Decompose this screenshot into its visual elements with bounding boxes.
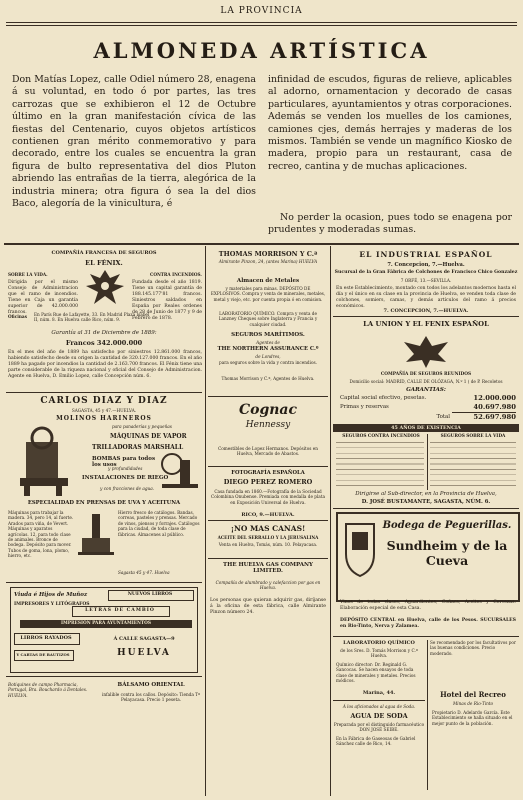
bodega-brand: Bodega de Peguerillas.: [382, 520, 512, 531]
carlos-left-list: Máquinas para trabajar la madera. 34, pero 14, al fuerte. Arados para viña, de Vevert. Máquinas y aparatos agrícolas. 12, para todo clase de animales. Bronce de bodega. Depósito para mover. Tubos de goma, lona, plomo, hierro, etc.: [8, 510, 74, 559]
union-row-2-value: 40.697.980: [473, 403, 516, 411]
union-company: COMPAÑÍA DE SEGUROS REUNIDOS: [380, 372, 472, 377]
bodega-footer: DEPÓSITO CENTRAL en Huelva, calle de los Pesos. SUCURSALES en Rio-Tinto, Nerva y Zalamea.: [340, 618, 516, 629]
printer-sub4: IMPRESIÓN PARA AYUNTAMIENTOS: [20, 620, 192, 628]
printer-name: Viuda é Hijos de Muñoz: [14, 592, 88, 598]
union-left-text-block: [336, 442, 424, 486]
divider: [6, 676, 202, 677]
morrison-insurance: SEGUROS MARÍTIMOS.: [231, 332, 305, 338]
fenix-francs: Francos 342.000.000: [65, 339, 143, 347]
morrison-names: Thomas Morrison y C.ª, Agentes de Huelva.: [221, 376, 315, 381]
carlos-mills-sub: para panaderías y pequeñas: [112, 424, 172, 429]
union-right-text-block: [430, 442, 516, 486]
headline: ALMONEDA ARTÍSTICA: [93, 38, 430, 63]
espanol-address2: 7. CONCEPCION, 7.—HUELVA.: [383, 308, 469, 314]
photo-address: RICO, 9.—HUELVA.: [241, 512, 295, 518]
press-machine-icon: [78, 512, 114, 556]
union-domicile: Domicilio social: MADRID, CALLE DE OLÓZAGA, N.º 1 ( de P. Recoletos: [349, 379, 503, 384]
divider: [427, 640, 428, 790]
lead-left-column: Don Matías Lopez, calle Odiel número 28, enagena á su voluntad, en todo ó por partes, las tres carrozas que se exhibieron el 12 de Octubre último en la gran manifestación cívica de las fiestas del Centenario, cuyos objetos artísticos contienen gran mérito conmemorativo y para decorado, entre los cuales se encuentra la gran figura de bulto representativa del dios Pluton abriendo las entrañas de la tierra, alegórica de la industria minera; otra figura ó sea la del dios Baco, alegoría de la vinicultura, é: [12, 74, 256, 210]
divider: [208, 396, 328, 397]
morrison-name: THOMAS MORRISON Y C.ª: [218, 250, 318, 258]
masthead-rule-2: [6, 25, 517, 26]
morrison-company-city: de Londres,: [255, 354, 281, 359]
divider: [333, 636, 519, 637]
footer-left: Botiquines de campo Pharmacia, Portugal, Bra. Bouchardo á Dentales. HUELVA.: [8, 682, 88, 698]
carlos-address2: Sagasta 45 y 47. Huelva: [118, 570, 170, 575]
soda-title: AGUA DE SODA: [350, 712, 408, 720]
hotel-left-text: Se recomendado por los facultativos por las buenas condiciones. Precio moderado.: [430, 640, 516, 656]
printer-sub2: NUEVOS LIBROS: [127, 592, 173, 597]
union-row-1-label: Capital social efectivo, pesetas.: [340, 395, 427, 401]
fenix-offices: En París Rue de Lafayette, 33. En Madrid Plaza Isabel II, núm. 8. En Huelva calle Rico, núm. 9.: [34, 312, 150, 323]
carlos-irrigation: INSTALACIONES DE RIEGO: [82, 475, 169, 481]
cognac-sub: Hennessy: [245, 420, 291, 430]
union-row-2-label: Primas y reservas: [340, 404, 389, 410]
union-row-1-value: 12.000.000: [473, 394, 516, 402]
lab-sub: de los Sres. D. Tomás Morrison y C.ª Huelva.: [340, 648, 418, 659]
gas-title: THE HUELVA GAS COMPANY LIMITED.: [223, 562, 313, 574]
soda-body: En la Fábrica de Gaseosas de Gabriel Sánchez calle de Rico, 14.: [336, 736, 416, 747]
section-rule: [4, 243, 519, 245]
carlos-pumps-sub: y profundidades: [108, 466, 143, 471]
hotel-title: Hotel del Recreo: [440, 690, 506, 699]
union-title: LA UNION Y EL FENIX ESPAÑOL: [363, 320, 489, 328]
lab-address: Marina, 44.: [362, 690, 396, 696]
hotel-text: Propietario D. Adelardo García. Este Establecimiento se halla situado en el mejor punto de la población.: [432, 710, 513, 726]
fenix-life-text: Dirigida por el mismo Consejo de Administracion que el ramo de incendios. Tiene en Caja un garantía superior de 42.000.000 francos.: [8, 280, 78, 315]
fenix-company: COMPAÑÍA FRANCESA DE SEGUROS: [51, 250, 157, 256]
divider: [333, 508, 519, 509]
union-director: D. JOSÉ BUSTAMANTE, SAGASTA, NÚM. 6.: [361, 499, 491, 505]
bodega-body: Vinos de todas clases, Aguardientes, Coñacs, Aceites y Cervezas. Elaboración especial de esta Casa.: [340, 600, 516, 611]
divider: [333, 316, 519, 317]
fenix-fire-text: Fundada desde el año 1819. Tiene un capital garantía de 188.145.177'81 francos. Siniestros saldados en España por Reales ordenes de 28 de Junio de 1877 y 9 de Febrero de 1878.: [132, 280, 202, 321]
cognac-brand: Cognac: [238, 402, 298, 418]
printer-sub1: IMPRESORES Y LITÓGRAFOS: [14, 602, 90, 607]
acid-title: ACEITE DEL SERRALLO Y LA JERUSALINA: [217, 535, 319, 540]
divider: [208, 558, 328, 559]
no-mas-canas: ¡NO MAS CANAS!: [230, 524, 306, 533]
photo-name: DIEGO PEREZ ROMERO: [223, 478, 313, 486]
mill-machine-icon: [12, 426, 76, 498]
printer-sub7: Y CARTAS DE BAUTIZOS: [16, 652, 70, 657]
divider: [6, 582, 202, 583]
morrison-lab: LABORATORIO QUÍMICO. Compra y venta de Lanzney Cheques sobre Inglaterra y Francia y cualquier ciudad.: [218, 311, 318, 327]
bodega-name: Sundheim y de la Cueva: [386, 538, 508, 568]
divider: [333, 700, 425, 701]
morrison-heading: Almacen de Metales: [236, 278, 300, 284]
hotel-sub: Minas de Rio-Tinto: [452, 701, 494, 706]
espanol-address: 7. Concepcion, 7.—Huelva.: [387, 262, 465, 268]
divider: [208, 520, 328, 521]
carlos-name: CARLOS DIAZ Y DIAZ: [40, 396, 168, 406]
morrison-sub: Almirante Pinzon, 24, (antes Marina) HUELVA: [218, 259, 318, 264]
cognac-text: Comestibles de Lopez Hermanos. Depósitos en Huelva, Mercado de Abastos.: [218, 446, 318, 457]
union-left-head: SEGUROS CONTRA INCENDIOS: [342, 434, 420, 439]
acid-text: Venta en Huelva, Tomás, núm. 10. Pelayacasa.: [218, 542, 318, 547]
espanol-branch: Sucursal de la Gran Fábrica de Colchones de Francisco Chico Gonzalez: [334, 270, 518, 275]
carlos-address: SAGASTA, 45 y 47.—HUELVA.: [71, 408, 137, 413]
divider: [208, 466, 328, 467]
union-right-head: SEGUROS SOBRE LA VIDA: [440, 434, 506, 439]
fenix-office-label: Oficinas: [8, 314, 27, 319]
bodega-crest-icon: [342, 520, 378, 578]
gas-body: Los personas que quieran adquirir gas, diríjanse á la oficina de esta fábrica, calle Almirante Pinzon número 24.: [210, 598, 326, 615]
photo-text: Casa fundada en 1860.—Fotografía de la Sociedad Colombina Onubense. Premiada con medalla de plata en Exposición Universal de Huelva.: [211, 489, 325, 505]
fenix-body: En el mes del año de 1889 ha satisfecho por siniestros 12.861.000 francos, habiendo satisfecho desde su origen la cantidad de 320.127.000 francos. En el año 1889 ha pagado por incendios la cantidad de 2.163.700 francos. El Fénix tiene una parte considerable de la riqueza nacional y oficial del Consejo de Administracion. Agente en Huelva, D. Emilio Lopez, calle Concepción núm. 6.: [8, 350, 202, 379]
divider: [427, 434, 428, 490]
photo-title: FOTOGRAFÍA ESPAÑOLA: [231, 470, 305, 476]
printer-sub5: LIBROS RAYADOS: [20, 635, 72, 641]
fenix-guarantee: Garantía al 31 de Diciembre de 1889:: [51, 330, 157, 336]
lab-text: Químico director: Dr. Reginald G. Sancocas. Se hacen ensayos de toda clase de minerales y metales. Precios módicos.: [336, 662, 416, 684]
phoenix-emblem-icon: [84, 266, 126, 310]
carlos-specialty: ESPECIALIDAD EN PRENSAS DE UVA Y ACEITUNA: [27, 500, 181, 506]
espanol-city: 7 ORFÉ, 13.—SEVILLA.: [400, 278, 452, 283]
masthead: LA PROVINCIA: [220, 6, 303, 16]
printer-city: HUELVA: [117, 648, 171, 658]
fenix-name: EL FÉNIX.: [85, 259, 123, 267]
morrison-text: y materiales para minas. DEPÓSITO DE EXPLOSIVOS. Compra y venta de minerales, metales, metal y viejo, etc. por cuenta propia ó en comision.: [210, 286, 326, 302]
carlos-right-list: Hierro fresco de catálogos. Bandas, correas, pasteles y prensas. Mercado de vinos, piensos y forrajes. Catálogos para la ciudad, de toda clase de fábricas. Almacenes al público.: [118, 510, 200, 537]
column-divider-1: [205, 246, 206, 796]
union-guarantee-title: GARANTIAS:: [406, 387, 446, 393]
espanol-title: EL INDUSTRIAL ESPAÑOL: [359, 250, 493, 259]
carlos-irrigation-sub: y con fracciones de agua.: [100, 486, 155, 491]
fenix-life-caption: SOBRE LA VIDA.: [8, 272, 48, 277]
lead-right-column: infinidad de escudos, figuras de relieve, aplicables al adorno, ornamentacion y decorado de casas particulares, ayuntamientos y otras corporaciones. Además se venden los muelles de los camiones, camiones cjes, demás herrajes y maderas de los mismos. También se vende un magnífico Kiosko de madera, propio para un restaurant, casa de recreo, cantina y de muchas aplicaciones.: [268, 74, 512, 172]
gas-text: Compañía de alumbrado y calefaccion por gas en Huelva.: [215, 580, 321, 591]
espanol-body: En este Establecimiento, montado con todos los adelantos modernos hasta el día y el único en su clase en la provincia de Huelva, se venden toda clase de colchones, somiers, camas, y demás artículos del ramo á precios económicos.: [336, 286, 516, 309]
divider: [6, 392, 202, 393]
lab-title: LABORATORIO QUÍMICO: [343, 640, 415, 646]
balsamo-title: BÁLSAMO ORIENTAL: [117, 682, 185, 688]
carlos-pumps: BOMBAS para todos los usos: [92, 456, 156, 468]
eagle-emblem-icon: [402, 332, 450, 370]
masthead-rule: [6, 22, 517, 23]
fenix-fire-caption: CONTRA INCENDIOS.: [150, 272, 202, 277]
union-row-3-label: Total: [436, 414, 450, 420]
soda-sub: Preparada por el distinguido farmacéutico DON JOSÉ SEIBE.: [333, 722, 425, 733]
morrison-company: THE NORTHERN ASSURANCE C.º: [217, 346, 319, 352]
morrison-agents: Agentes de: [256, 340, 280, 345]
carlos-engines: MÁQUINAS DE VAPOR: [110, 433, 187, 440]
printer-sub6: Á CALLE SAGASTA—9: [113, 636, 175, 642]
carlos-mills: MOLINOS HARINEROS: [56, 415, 152, 422]
morrison-company-sub: para seguros sobre la vida y contra incendios.: [219, 360, 317, 365]
carlos-threshers: TRILLADORAS MARSHALL: [92, 444, 184, 451]
soda-text: Á los aficionados al agua de Soda.: [342, 704, 416, 709]
union-footer: Dirigirse al Sub-director, en la Provincia de Huelva,: [355, 491, 497, 497]
balsamo-text: infalible contra los callos. Depósito: Tienda Tª Pelayacasa. Precio 1 peseta.: [102, 692, 200, 703]
lead-closing: No perder la ocasion, pues todo se enagena por prudentes y moderadas sumas.: [268, 212, 512, 236]
union-row-3-value: 52.697.980: [473, 413, 516, 421]
printer-sub3: LETRAS DE CAMBIO: [85, 608, 155, 613]
union-years: 45 AÑOS DE EXISTENCIA: [333, 424, 519, 432]
column-divider-2: [330, 246, 331, 796]
